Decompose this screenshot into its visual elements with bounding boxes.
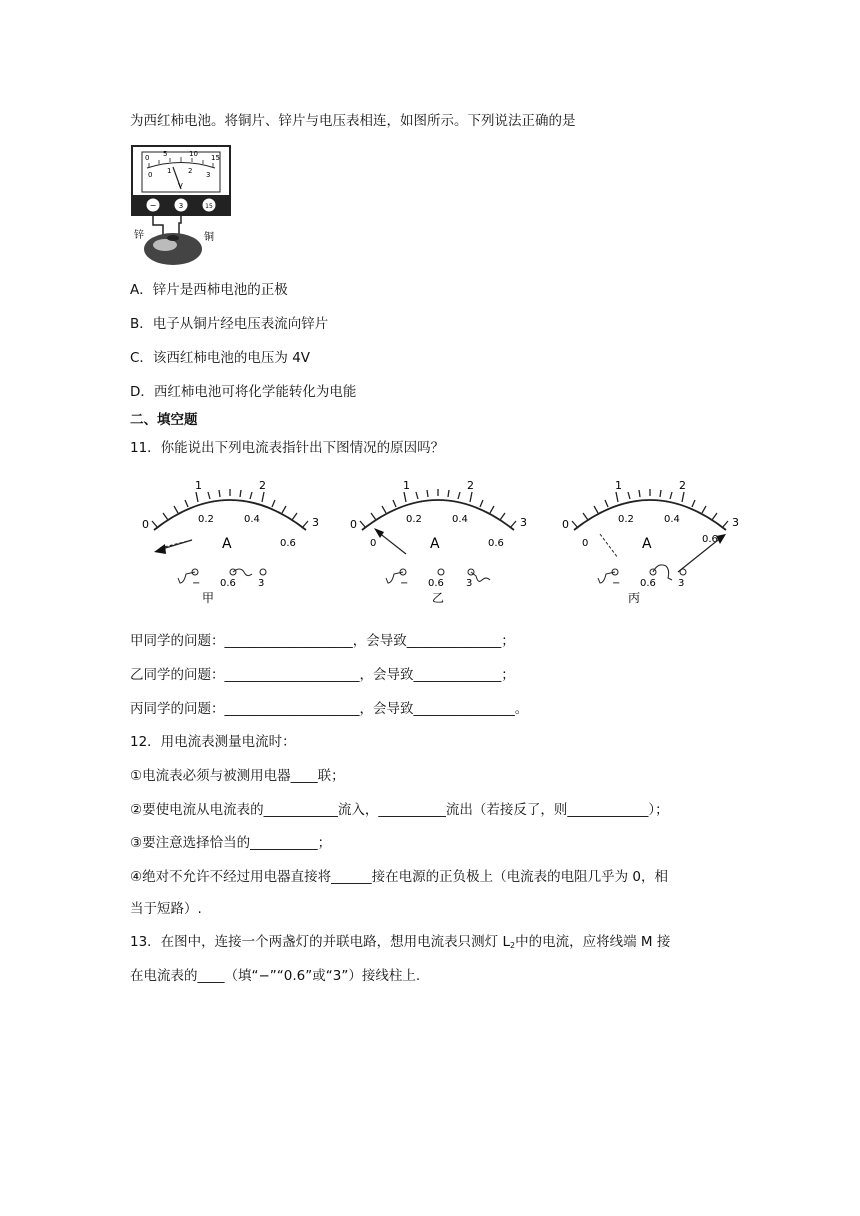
q12-item-1: ①电流表必须与被测用电器____联； — [130, 768, 345, 784]
bing-bot-04: 0.4 — [664, 514, 680, 525]
v-bot-2: 2 — [188, 167, 193, 175]
yi-needle — [374, 528, 384, 538]
bing-bot-02: 0.2 — [618, 514, 634, 525]
q11-text: 11．你能说出下列电流表指针出下图情况的原因吗？ — [130, 440, 445, 456]
option-d: D．西红柿电池可将化学能转化为电能 — [130, 384, 357, 400]
v-term-3: 3 — [178, 202, 184, 210]
bing-top-1: 1 — [615, 479, 622, 492]
yi-unit: A — [430, 536, 440, 552]
q11-line-bing: 丙同学的问题：____________________，会导致_______________。 — [130, 701, 529, 717]
bing-unit: A — [642, 536, 652, 552]
zinc-label: 锌 — [134, 230, 144, 241]
yi-caption: 乙 — [432, 591, 445, 605]
q12-item-2: ②要使电流从电流表的___________流入，__________流出（若接反了，则____________）； — [130, 802, 669, 818]
q12-item-3: ③要注意选择恰当的__________； — [130, 835, 332, 851]
v-top-15: 15 — [211, 154, 220, 162]
yi-term-06: 0.6 — [428, 578, 444, 589]
jia-caption: 甲 — [202, 591, 215, 605]
bing-bot-0: 0 — [582, 538, 589, 549]
jia-unit: A — [222, 536, 232, 552]
yi-bot-0: 0 — [370, 538, 377, 549]
yi-bot-06: 0.6 — [488, 538, 504, 549]
yi-term-neg: − — [400, 578, 409, 589]
copper-label: 铜 — [204, 232, 214, 243]
bing-term-06: 0.6 — [640, 578, 656, 589]
q13-prefix: 13．在图中，连接一个两盏灯的并联电路，想用电流表只测灯 L — [130, 934, 510, 950]
jia-top-3: 3 — [312, 516, 319, 529]
v-term-neg: − — [149, 201, 157, 210]
yi-top-3: 3 — [520, 516, 527, 529]
jia-term-neg: − — [192, 578, 201, 589]
q12-title: 12．用电流表测量电流时： — [130, 734, 296, 750]
jia-top-0: 0 — [142, 518, 149, 531]
q12-item-4-cont: 当于短路）. — [130, 901, 202, 917]
ammeter-yi — [348, 476, 538, 606]
bing-top-2: 2 — [679, 479, 686, 492]
section-title: 二、填空题 — [130, 412, 198, 428]
q13-line-1 — [130, 932, 670, 956]
option-a: A．锌片是西柿电池的正极 — [130, 282, 288, 298]
jia-term-3: 3 — [258, 578, 265, 589]
jia-top-2: 2 — [259, 479, 266, 492]
intro-text: 为西红柿电池。将铜片、锌片与电压表相连，如图所示。下列说法正确的是 — [130, 113, 576, 129]
bing-top-3: 3 — [732, 516, 739, 529]
q12-item-4: ④绝对不允许不经过用电器直接将______接在电源的正负极上（电流表的电阻几乎为 0，相 — [130, 869, 668, 885]
jia-bot-04: 0.4 — [244, 514, 260, 525]
yi-bot-04: 0.4 — [452, 514, 468, 525]
jia-needle — [154, 544, 166, 554]
v-bot-1: 1 — [167, 167, 172, 175]
q13-suffix: 中的电流，应将线端 M 接 — [515, 934, 671, 950]
bing-top-0: 0 — [562, 518, 569, 531]
jia-top-1: 1 — [195, 479, 202, 492]
bing-caption: 丙 — [628, 591, 641, 605]
v-top-0: 0 — [145, 154, 150, 162]
v-bot-3: 3 — [206, 171, 211, 179]
v-unit: V — [178, 182, 183, 190]
q11-line-jia: 甲同学的问题：___________________，会导致______________； — [130, 633, 515, 649]
v-term-15: 15 — [205, 203, 213, 210]
yi-top-2: 2 — [467, 479, 474, 492]
ammeter-jia — [140, 476, 330, 606]
bing-term-neg: − — [612, 578, 621, 589]
v-bot-0: 0 — [148, 171, 153, 179]
yi-term-3: 3 — [466, 578, 473, 589]
q11-line-yi: 乙同学的问题：____________________，会导致_____________； — [130, 667, 515, 683]
yi-top-0: 0 — [350, 518, 357, 531]
jia-bot-02: 0.2 — [198, 514, 214, 525]
yi-bot-02: 0.2 — [406, 514, 422, 525]
option-b: B．电子从铜片经电压表流向锌片 — [130, 316, 329, 332]
voltmeter-figure — [131, 143, 233, 269]
option-c: C．该西红柿电池的电压为 4V — [130, 350, 311, 366]
jia-term-06: 0.6 — [220, 578, 236, 589]
yi-top-1: 1 — [403, 479, 410, 492]
q13-line-2: 在电流表的____（填“−”“0.6”或“3”）接线柱上. — [130, 968, 421, 984]
v-top-5: 5 — [163, 150, 168, 158]
ammeter-bing — [560, 476, 750, 606]
q13-subscript: 2 — [510, 941, 516, 950]
jia-bot-06: 0.6 — [280, 538, 296, 549]
bing-bot-06: 0.6 — [702, 534, 718, 545]
bing-term-3: 3 — [678, 578, 685, 589]
v-top-10: 10 — [189, 150, 198, 158]
